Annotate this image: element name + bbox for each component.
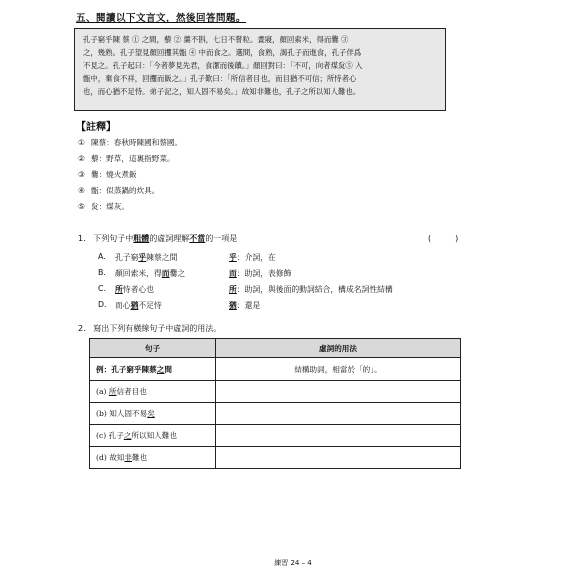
option-text: 而心 <box>115 301 131 310</box>
cell-keyword: 非 <box>124 453 132 462</box>
option-explanation <box>229 268 291 279</box>
cell-text: 間 <box>164 364 172 374</box>
answer-blank[interactable]: ( ) <box>428 234 459 243</box>
question-keyword-not: 不當 <box>189 234 206 243</box>
option-keyword: 猶 <box>229 301 237 310</box>
answer-cell[interactable] <box>216 425 461 447</box>
option-explanation <box>229 284 393 295</box>
table-header-row <box>90 339 461 358</box>
row-letter: (c) <box>96 431 107 440</box>
passage-line: 不見之。孔子起曰：「今者夢見先君，食潔而後饋。」顏回對曰：「不可，向者煤炱⑤ 入 <box>83 61 363 70</box>
option-keyword: 而 <box>229 269 237 278</box>
note-item <box>78 169 137 180</box>
option-keyword: 所 <box>115 285 123 294</box>
cell-keyword: 之 <box>123 431 132 440</box>
note-number: ④ <box>78 186 85 195</box>
cell-text: 信者目也 <box>116 387 147 396</box>
note-item <box>78 137 182 148</box>
answer-cell[interactable] <box>216 447 461 469</box>
question-text: 的虛詞理解 <box>149 234 190 243</box>
option-letter: A. <box>98 252 106 261</box>
option-sentence <box>115 268 185 279</box>
option-text: ：助詞，表修飾 <box>236 269 292 278</box>
option-text: 孔子窮 <box>115 253 139 262</box>
question-number: 2. <box>78 324 86 333</box>
passage-line: 之，幾熟。孔子望見顏回攫其甑 ④ 中而食之。選間，食熟，謁孔子而進食，孔子佯爲 <box>83 48 362 57</box>
page-footer: 練習 24 – 4 <box>274 559 312 567</box>
table-row <box>90 381 461 403</box>
note-number: ① <box>78 138 85 147</box>
option-letter: C. <box>98 284 106 293</box>
example-label: 例： <box>96 364 112 374</box>
option-text: 顏回索米，得 <box>115 269 162 278</box>
option-text: 不足恃 <box>138 301 162 310</box>
option-letter: D. <box>98 300 107 309</box>
passage-line: 孔子窮乎陳 蔡 ① 之間，藜 ② 羹不斟，七日不嘗粒。晝寢，顏回索米，得而爨 ③ <box>83 35 349 44</box>
cell-keyword: 矣 <box>147 409 155 418</box>
cell-keyword: 所 <box>108 387 117 396</box>
table-row <box>90 447 461 469</box>
option-keyword: 而 <box>161 269 170 278</box>
option-sentence <box>115 284 154 295</box>
option-keyword: 猶 <box>130 301 139 310</box>
notes-title: 【註釋】 <box>76 122 116 133</box>
row-letter: (b) <box>96 409 107 418</box>
cell-text: 孔子窮乎陳蔡 <box>111 364 157 374</box>
answer-table <box>89 338 461 469</box>
note-text: 爨：燒火煮飯 <box>91 170 137 179</box>
note-item <box>78 185 159 196</box>
table-row-example <box>90 358 461 381</box>
question-2 <box>78 323 221 334</box>
passage-box <box>74 28 446 111</box>
row-sentence <box>90 425 216 447</box>
option-text: 爨之 <box>169 269 186 278</box>
note-number: ⑤ <box>78 202 85 211</box>
section-title: 五、閱讀以下文言文，然後回答問題。 <box>76 13 247 24</box>
option-text: ：介詞，在 <box>236 253 276 262</box>
option-keyword: 乎 <box>229 253 237 262</box>
note-number: ③ <box>78 170 85 179</box>
cell-text: 故知 <box>109 453 125 462</box>
option-keyword: 乎 <box>138 253 147 262</box>
cell-text: 所以知人難也 <box>131 431 177 440</box>
option-text: ：助詞，與後面的動詞結合，構成名詞性結構 <box>236 285 393 294</box>
option-keyword: 所 <box>229 285 237 294</box>
question-text: 下列句子中 <box>93 234 134 243</box>
passage-line: 也，而心猶不足恃。弟子記之，知人固不易矣。」故知非難也，孔子之所以知人難也。 <box>83 87 361 96</box>
note-item <box>78 201 129 212</box>
row-letter: (d) <box>96 453 107 462</box>
header-sentence: 句子 <box>90 339 216 358</box>
answer-cell[interactable] <box>216 403 461 425</box>
question-1 <box>78 233 237 244</box>
option-text: ：還是 <box>236 301 261 310</box>
cell-text: 難也 <box>132 453 148 462</box>
example-answer: 結構助詞，相當於「的」。 <box>216 358 461 381</box>
note-item <box>78 153 175 164</box>
row-sentence <box>90 447 216 469</box>
note-text: 陳蔡：春秋時陳國和蔡國。 <box>91 138 183 147</box>
table-row <box>90 425 461 447</box>
option-sentence <box>115 300 162 311</box>
cell-text: 知人固不易 <box>109 409 148 418</box>
cell-text: 孔子 <box>108 431 124 440</box>
option-explanation <box>229 252 276 263</box>
option-explanation <box>229 300 260 311</box>
question-text: 寫出下列有橫線句子中虛詞的用法。 <box>93 324 222 333</box>
note-text: 甑：似蒸鍋的炊具。 <box>91 186 160 195</box>
row-letter: (a) <box>96 387 107 396</box>
question-number: 1. <box>78 234 86 243</box>
row-sentence <box>90 381 216 403</box>
passage-line: 甑中，棄食不祥，回攫而飯之。」孔子歎曰：「所信者目也，而目猶不可信；所恃者心 <box>83 74 357 83</box>
note-text: 藜：野草，這裏指野菜。 <box>91 154 175 163</box>
row-sentence <box>90 403 216 425</box>
example-sentence <box>90 358 216 381</box>
note-text: 炱：煤灰。 <box>91 202 129 211</box>
option-letter: B. <box>98 268 106 277</box>
cell-keyword: 之 <box>156 364 165 374</box>
question-text: 的一項是 <box>205 234 238 243</box>
note-number: ② <box>78 154 85 163</box>
table-row <box>90 403 461 425</box>
question-keyword-bold: 粗體 <box>133 234 150 243</box>
option-sentence <box>115 252 177 263</box>
answer-cell[interactable] <box>216 381 461 403</box>
option-text: 陳蔡之間 <box>146 253 178 262</box>
header-usage: 虛詞的用法 <box>216 339 461 358</box>
option-text: 恃者心也 <box>122 285 154 294</box>
